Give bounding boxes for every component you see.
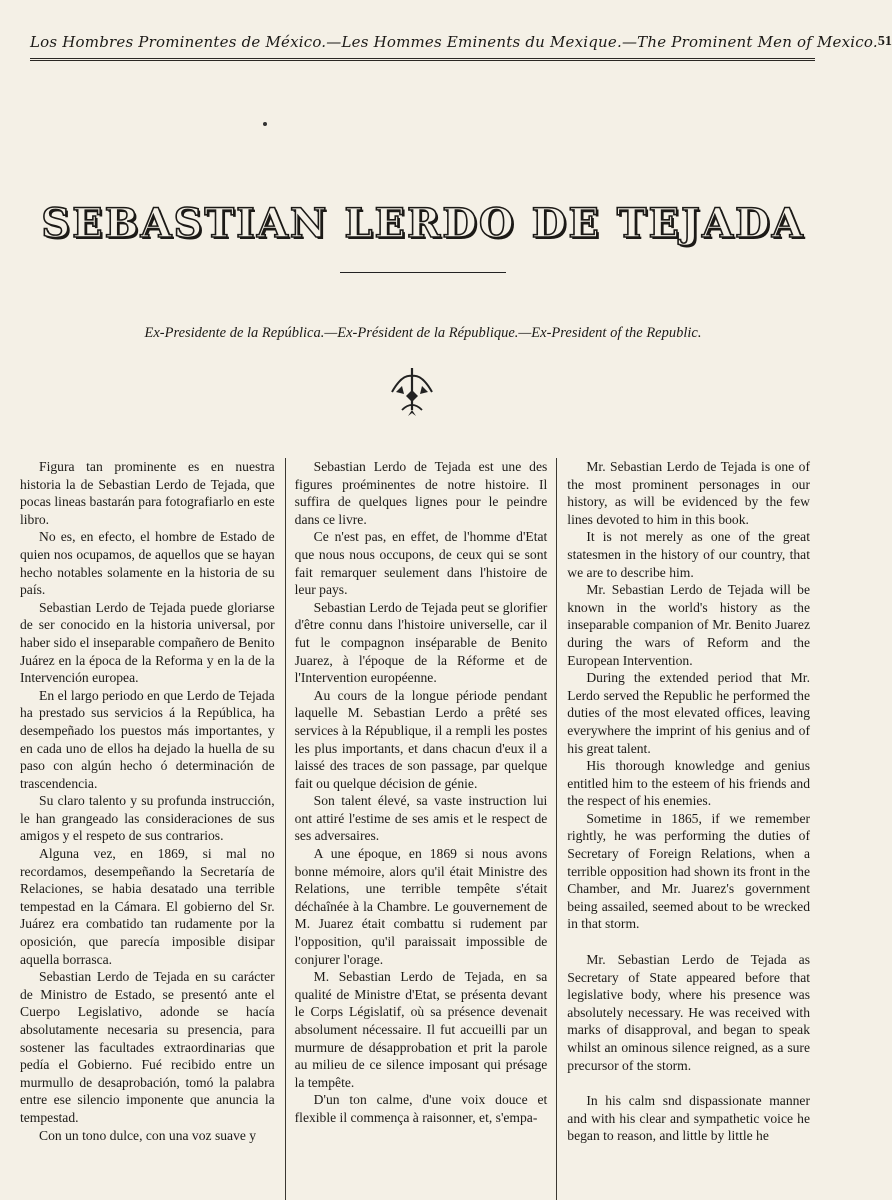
paragraph: Sebastian Lerdo de Tejada puede gloriarse de ser conocido en la historia universal, por haber sido el inseparable compañero de Benito Juárez en la época de la Reforma y en la de la Intervención europea. xyxy=(20,599,275,686)
paragraph: Con un tono dulce, con una voz suave y xyxy=(39,1127,257,1143)
paragraph: Mr. Sebastian Lerdo de Tejada as Secretary of State appeared before that legislative body, where his presence was absolutely necessary. He was received with marks of disapproval, and began to speak whilst an ominous silence reigned, as a sure precursor of the storm. xyxy=(567,952,810,1073)
paragraph: Mr. Sebastian Lerdo de Tejada will be known in the world's history as the inseparable companion of Mr. Benito Juarez during the wars of Reform and the European Intervention. xyxy=(567,582,810,668)
paragraph: M. Sebastian Lerdo de Tejada, en sa qualité de Ministre d'Etat, se présenta devant le Corps Législatif, où sa présence devenait absolument nécessaire. Il fut accueilli par un murmure de désapprobation et prit la parole au milieu de ce silence imposant qui présage la tempête. xyxy=(294,969,548,1090)
paragraph: Figura tan prominente es en nuestra historia la de Sebastian Lerdo de Tejada, que pocas lineas bastarán para fotografiarlo en este libro. xyxy=(20,459,275,527)
paragraph: During the extended period that Mr. Lerdo served the Republic he performed the duties of the most elevated offices, leaving everywhere the imprint of his genius and of his great talent. xyxy=(567,670,810,756)
paragraph: Au cours de la longue période pendant laquelle M. Sebastian Lerdo a prêté ses services à la République, il a rempli les postes les plus importants, et dans chacun d'eux il a laissé des traces de son passage, par quelque fait ou quelque décision de génie. xyxy=(294,687,548,791)
fleuron-ornament-icon xyxy=(388,366,436,416)
running-header xyxy=(30,26,892,58)
paragraph: In his calm snd dispassionate manner and with his clear and sympathetic voice he began to reason, and little by little he xyxy=(567,1093,810,1144)
paragraph: En el largo periodo en que Lerdo de Tejada ha prestado sus servicios á la República, ha desempeñado los puestos más importantes, y en cada uno de ellos ha dejado la huella de su paso con algún hecho ó determinación de trascendencia. xyxy=(20,687,275,791)
paragraph: Son talent élevé, sa vaste instruction lui ont attiré l'estime de ses amis et le respect de ses adversaires. xyxy=(294,793,548,844)
paragraph: Su claro talento y su profunda instrucción, le han grangeado las consideraciones de sus amigos y el respeto de sus contrarios. xyxy=(20,793,275,844)
paragraph: It is not merely as one of the great statesmen in the history of our country, that we are to describe him. xyxy=(567,529,810,580)
spanish-column xyxy=(20,458,285,1200)
french-column xyxy=(286,458,557,1200)
paragraph: No es, en efecto, el hombre de Estado de quien nos ocupamos, de aquellos que se hayan hecho notables solamente en la historia de su país. xyxy=(20,529,275,598)
paragraph: His thorough knowledge and genius entitled him to the esteem of his friends and the respect of his enemies. xyxy=(567,758,810,809)
title-rule xyxy=(340,272,506,273)
paragraph: Sebastian Lerdo de Tejada peut se glorifier d'être connu dans l'histoire universelle, car il fut le compagnon inséparable de Benito Juarez, à l'époque de la Réforme et de l'Intervention européenne. xyxy=(294,599,548,686)
subtitle: Ex-Presidente de la República.—Ex-Président de la République.—Ex-President of the Republic. xyxy=(144,325,702,341)
paragraph: D'un ton calme, d'une voix douce et flexible il commença à raisonner, et, s'empa- xyxy=(294,1092,548,1125)
paragraph: Alguna vez, en 1869, si mal no recordamos, desempeñando la Secretaría de Relaciones, se habia desatado una terrible tempestad en la Cámara. El gobierno del Sr. Juárez era combatido tan rudamente por la oposición, que parecía imposible disipar aquella borrasca. xyxy=(20,846,275,967)
page-number: 51 xyxy=(877,34,892,49)
three-column-text xyxy=(20,458,810,1200)
paragraph: Ce n'est pas, en effet, de l'homme d'Etat que nous nous occupons, de ceux qui se sont fait remarquer seulement dans l'histoire de leur pays. xyxy=(294,529,548,598)
header-double-rule xyxy=(30,58,815,61)
paragraph: Sebastian Lerdo de Tejada en su carácter de Ministro de Estado, se presentó ante el Cuerpo Legislativo, adonde se hacía absolutamente necesaria su presencia, para sostener las facultades extraordinarias que pedía el Gobierno. Fué recibido entre un murmullo de desaprobación, tomó la palabra entre ese silencio imponente que anuncia la tempestad. xyxy=(20,969,275,1125)
paragraph: Sebastian Lerdo de Tejada est une des figures proéminentes de notre histoire. Il suffira de quelques lignes pour le peindre dans ce livre. xyxy=(294,459,548,527)
stray-dot xyxy=(263,122,267,126)
paragraph: Mr. Sebastian Lerdo de Tejada is one of the most prominent personages in our history, as will be evidenced by the few lines devoted to him in this book. xyxy=(567,459,810,527)
running-title: Los Hombres Prominentes de México.—Les Hommes Eminents du Mexique.—The Prominent Men of Mexico. xyxy=(30,33,878,51)
paragraph: Sometime in 1865, if we remember rightly, he was performing the duties of Secretary of Foreign Relations, when a terrible opposition had shown its front in the Chamber, and Mr. Juarez's government being assailed, seemed about to be wrecked in that storm. xyxy=(567,810,810,932)
english-column xyxy=(557,458,810,1200)
paragraph: A une époque, en 1869 si nous avons bonne mémoire, alors qu'il était Ministre des Relations, une terrible tempête s'était déchaînée à la Chambre. Le gouvernement de M. Juarez était combattu si rudement par l'opposition, qu'il paraissait impossible de conjurer l'orage. xyxy=(294,846,548,967)
page-title: SEBASTIAN LERDO DE TEJADA xyxy=(41,200,805,247)
